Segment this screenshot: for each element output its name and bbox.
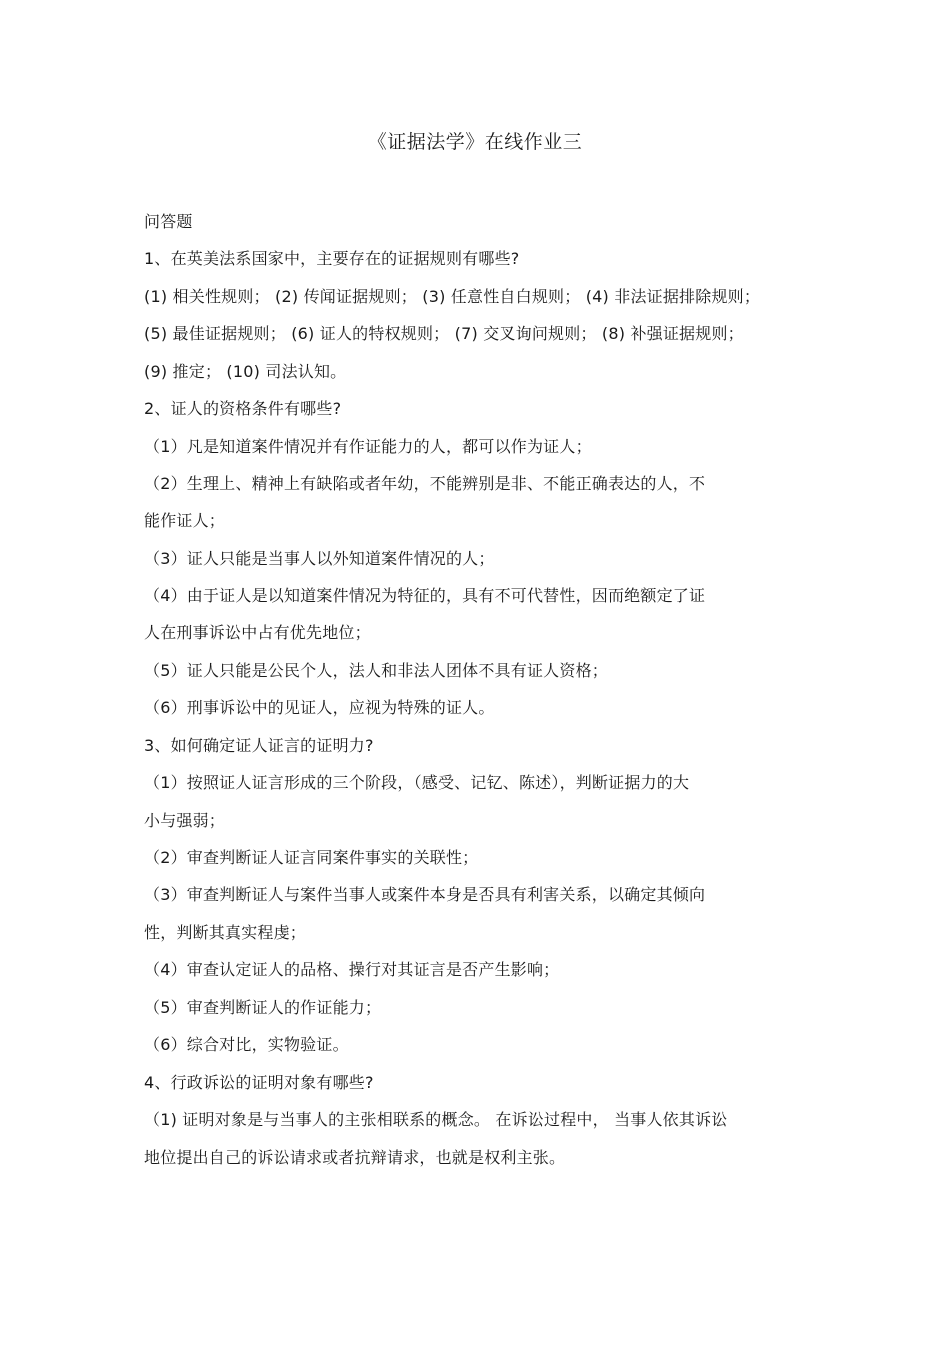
answer-4-item-1: （1) 证明对象是与当事人的主张相联系的概念。 在诉讼过程中， 当事人依其诉讼 xyxy=(144,1110,728,1129)
question-4: 4、行政诉讼的证明对象有哪些? xyxy=(144,1073,374,1092)
answer-2-item-6: （6）刑事诉讼中的见证人，应视为特殊的证人。 xyxy=(144,698,495,717)
answer-2-item-1: （1）凡是知道案件情况并有作证能力的人，都可以作为证人； xyxy=(144,437,592,456)
answer-3-item-5: （5）审查判断证人的作证能力； xyxy=(144,998,382,1017)
question-3: 3、如何确定证人证言的证明力? xyxy=(144,736,374,755)
question-2: 2、证人的资格条件有哪些? xyxy=(144,399,342,418)
answer-2-item-4: （4）由于证人是以知道案件情况为特征的，具有不可代替性，因而绝额定了证 xyxy=(144,586,706,605)
answer-3-item-1: （1）按照证人证言形成的三个阶段，（感受、记钇、陈述），判断证据力的大 xyxy=(144,773,690,792)
document-title: 《证据法学》在线作业三 xyxy=(367,131,583,153)
answer-1-line-1: (1) 相关性规则； (2) 传闻证据规则； (3) 任意性自白规则； (4) 非法证据排除规则； xyxy=(144,287,761,306)
answer-1-line-2: (5) 最佳证据规则； (6) 证人的特权规则； (7) 交叉询问规则； (8) 补强证据规则； xyxy=(144,324,744,343)
answer-2-item-5: （5）证人只能是公民个人，法人和非法人团体不具有证人资格； xyxy=(144,661,608,680)
answer-2-item-4-cont: 人在刑事诉讼中占有优先地位； xyxy=(144,623,371,642)
answer-3-item-3: （3）审查判断证人与案件当事人或案件本身是否具有利害关系，以确定其倾向 xyxy=(144,885,706,904)
answer-2-item-3: （3）证人只能是当事人以外知道案件情况的人； xyxy=(144,549,495,568)
answer-3-item-1-cont: 小与强弱； xyxy=(144,811,226,830)
answer-2-item-2-cont: 能作证人； xyxy=(144,511,226,530)
section-heading: 问答题 xyxy=(144,212,193,231)
answer-3-item-2: （2）审查判断证人证言同案件事实的关联性； xyxy=(144,848,479,867)
question-1: 1、在英美法系国家中，主要存在的证据规则有哪些? xyxy=(144,249,520,268)
answer-2-item-2: （2）生理上、精神上有缺陷或者年幼，不能辨别是非、不能正确表达的人，不 xyxy=(144,474,706,493)
answer-4-item-1-cont: 地位提出自己的诉讼请求或者抗辩请求，也就是权利主张。 xyxy=(144,1148,566,1167)
answer-1-line-3: (9) 推定； (10) 司法认知。 xyxy=(144,362,347,381)
answer-3-item-6: （6）综合对比，实物验证。 xyxy=(144,1035,349,1054)
answer-3-item-4: （4）审查认定证人的品格、操行对其证言是否产生影响； xyxy=(144,960,560,979)
answer-3-item-3-cont: 性，判断其真实程虔； xyxy=(144,923,307,942)
